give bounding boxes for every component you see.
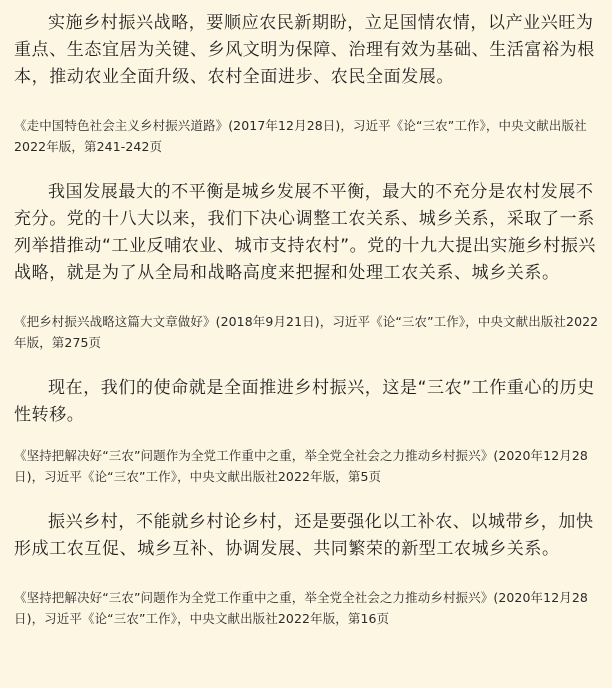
spacer: [14, 429, 602, 445]
quote-paragraph-2: 我国发展最大的不平衡是城乡发展不平衡，最大的不充分是农村发展不充分。党的十八大以来，我们下决心调整工农关系、城乡关系，采取了一系列举措推动“工业反哺农业、城市支持农村”。党的十九大提出实施乡村振兴战略，就是为了从全局和战略高度来把握和处理工农关系、城乡关系。: [14, 182, 597, 283]
quote-source-1: 《走中国特色社会主义乡村振兴道路》(2017年12月28日)，习近平《论“三农”工作》，中央文献出版社2022年版，第241-242页: [14, 118, 587, 154]
spacer: [14, 563, 602, 587]
quote-source-2: 《把乡村振兴战略这篇大文章做好》(2018年9月21日)，习近平《论“三农”工作》，中央文献出版社2022年版，第275页: [14, 314, 599, 350]
quote-source-4: 《坚持把解决好“三农”问题作为全党工作重中之重，举全党全社会之力推动乡村振兴》(2020年12月28日)，习近平《论“三农”工作》，中央文献出版社2022年版，第16页: [14, 590, 588, 626]
spacer: [14, 287, 602, 311]
quote-paragraph-1: 实施乡村振兴战略，要顺应农民新期盼，立足国情农情，以产业兴旺为重点、生态宜居为关键、乡风文明为保障、治理有效为基础、生活富裕为根本，推动农业全面升级、农村全面进步、农民全面发展。: [14, 13, 595, 87]
spacer: [14, 91, 602, 115]
quote-source-3: 《坚持把解决好“三农”问题作为全党工作重中之重，举全党全社会之力推动乡村振兴》(2020年12月28日)，习近平《论“三农”工作》，中央文献出版社2022年版，第5页: [14, 448, 588, 484]
spacer: [14, 487, 602, 509]
spacer: [14, 157, 602, 179]
quote-paragraph-4: 振兴乡村，不能就乡村论乡村，还是要强化以工补农、以城带乡，加快形成工农互促、城乡互补、协调发展、共同繁荣的新型工农城乡关系。: [14, 512, 594, 559]
quote-paragraph-3: 现在，我们的使命就是全面推进乡村振兴，这是“三农”工作重心的历史性转移。: [14, 378, 595, 425]
spacer: [14, 353, 602, 375]
